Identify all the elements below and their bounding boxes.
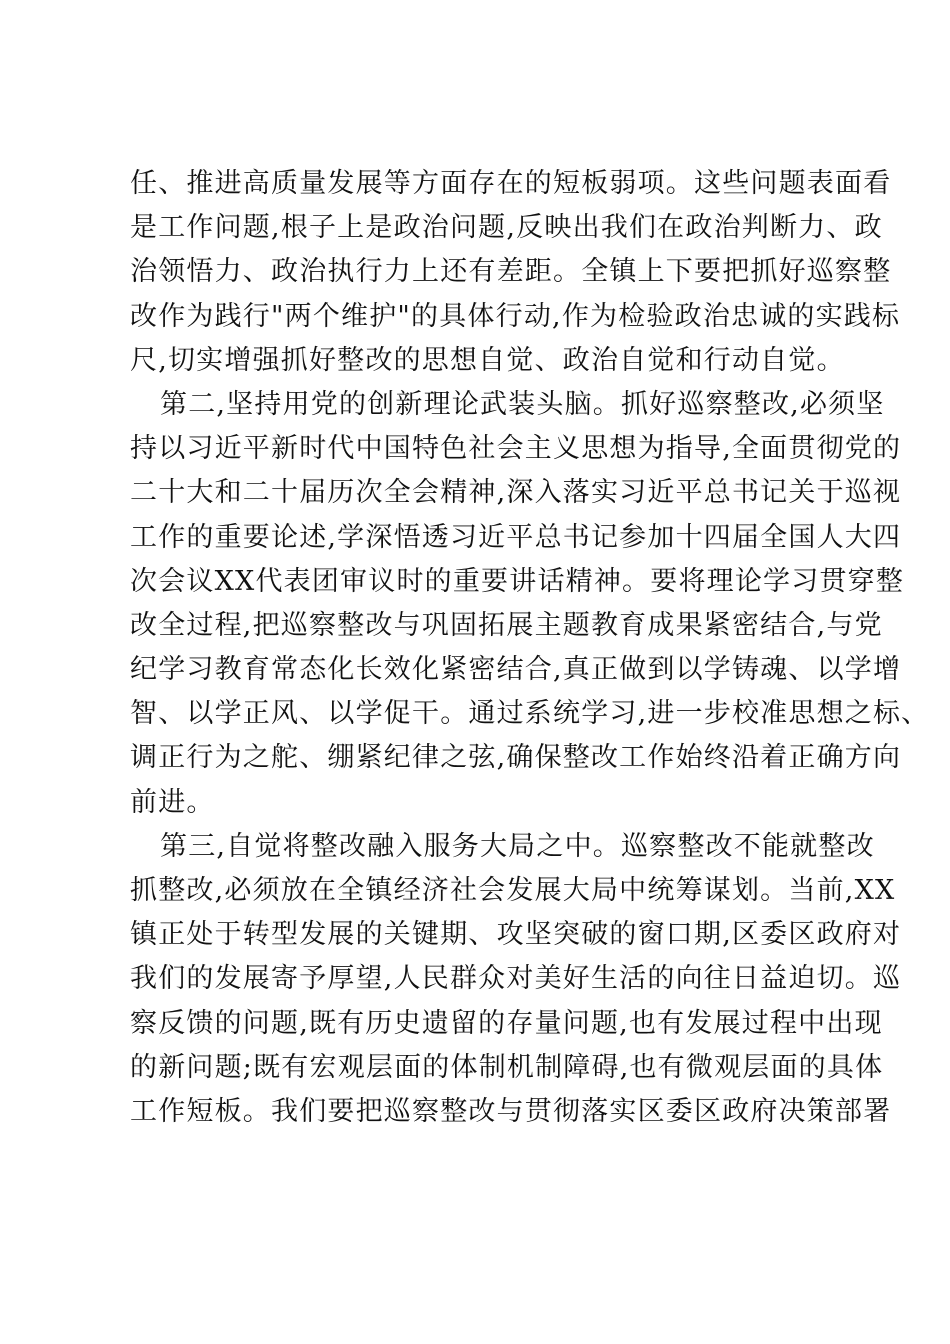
text-line: 调正行为之舵、绷紧纪律之弦,确保整改工作始终沿着正确方向: [130, 742, 902, 774]
text-line: 纪学习教育常态化长效化紧密结合,真正做到以学铸魂、以学增: [130, 654, 902, 686]
text-line: 是工作问题,根子上是政治问题,反映出我们在政治判断力、政: [130, 212, 883, 244]
text-line: 改全过程,把巡察整改与巩固拓展主题教育成果紧密结合,与党: [130, 609, 883, 641]
text-line: 持以习近平新时代中国特色社会主义思想为指导,全面贯彻党的: [130, 433, 902, 465]
text-line: 镇正处于转型发展的关键期、攻坚突破的窗口期,区委区政府对: [130, 919, 902, 951]
document-body: [130, 162, 930, 1134]
paragraph-start-line: 第二,坚持用党的创新理论武装头脑。抓好巡察整改,必须坚: [160, 388, 885, 420]
text-line: 二十大和二十届历次全会精神,深入落实习近平总书记关于巡视: [130, 477, 902, 509]
text-line: 察反馈的问题,既有历史遗留的存量问题,也有发展过程中出现: [130, 1007, 883, 1039]
text-line: 抓整改,必须放在全镇经济社会发展大局中统筹谋划。当前,XX: [130, 875, 896, 906]
text-line: 治领悟力、政治执行力上还有差距。全镇上下要把抓好巡察整: [130, 256, 892, 288]
text-line: 的新问题;既有宏观层面的体制机制障碍,也有微观层面的具体: [130, 1051, 884, 1083]
paragraph-start-line: 第三,自觉将整改融入服务大局之中。巡察整改不能就整改: [160, 830, 875, 862]
text-line: 工作的重要论述,学深悟透习近平总书记参加十四届全国人大四: [130, 521, 902, 553]
text-line: 前进。: [130, 786, 215, 818]
text-line: 工作短板。我们要把巡察整改与贯彻落实区委区政府决策部署: [130, 1095, 892, 1127]
text-line: 任、推进高质量发展等方面存在的短板弱项。这些问题表面看: [130, 168, 892, 199]
text-line: 智、以学正风、以学促干。通过系统学习,进一步校准思想之标、: [130, 698, 930, 730]
text-line: 次会议XX代表团审议时的重要讲话精神。要将理论学习贯穿整: [130, 565, 905, 597]
text-line: 改作为践行"两个维护"的具体行动,作为检验政治忠诚的实践标: [130, 300, 901, 332]
text-line: 我们的发展寄予厚望,人民群众对美好生活的向往日益迫切。巡: [130, 963, 902, 995]
text-line: 尺,切实增强抓好整改的思想自觉、政治自觉和行动自觉。: [130, 344, 845, 376]
